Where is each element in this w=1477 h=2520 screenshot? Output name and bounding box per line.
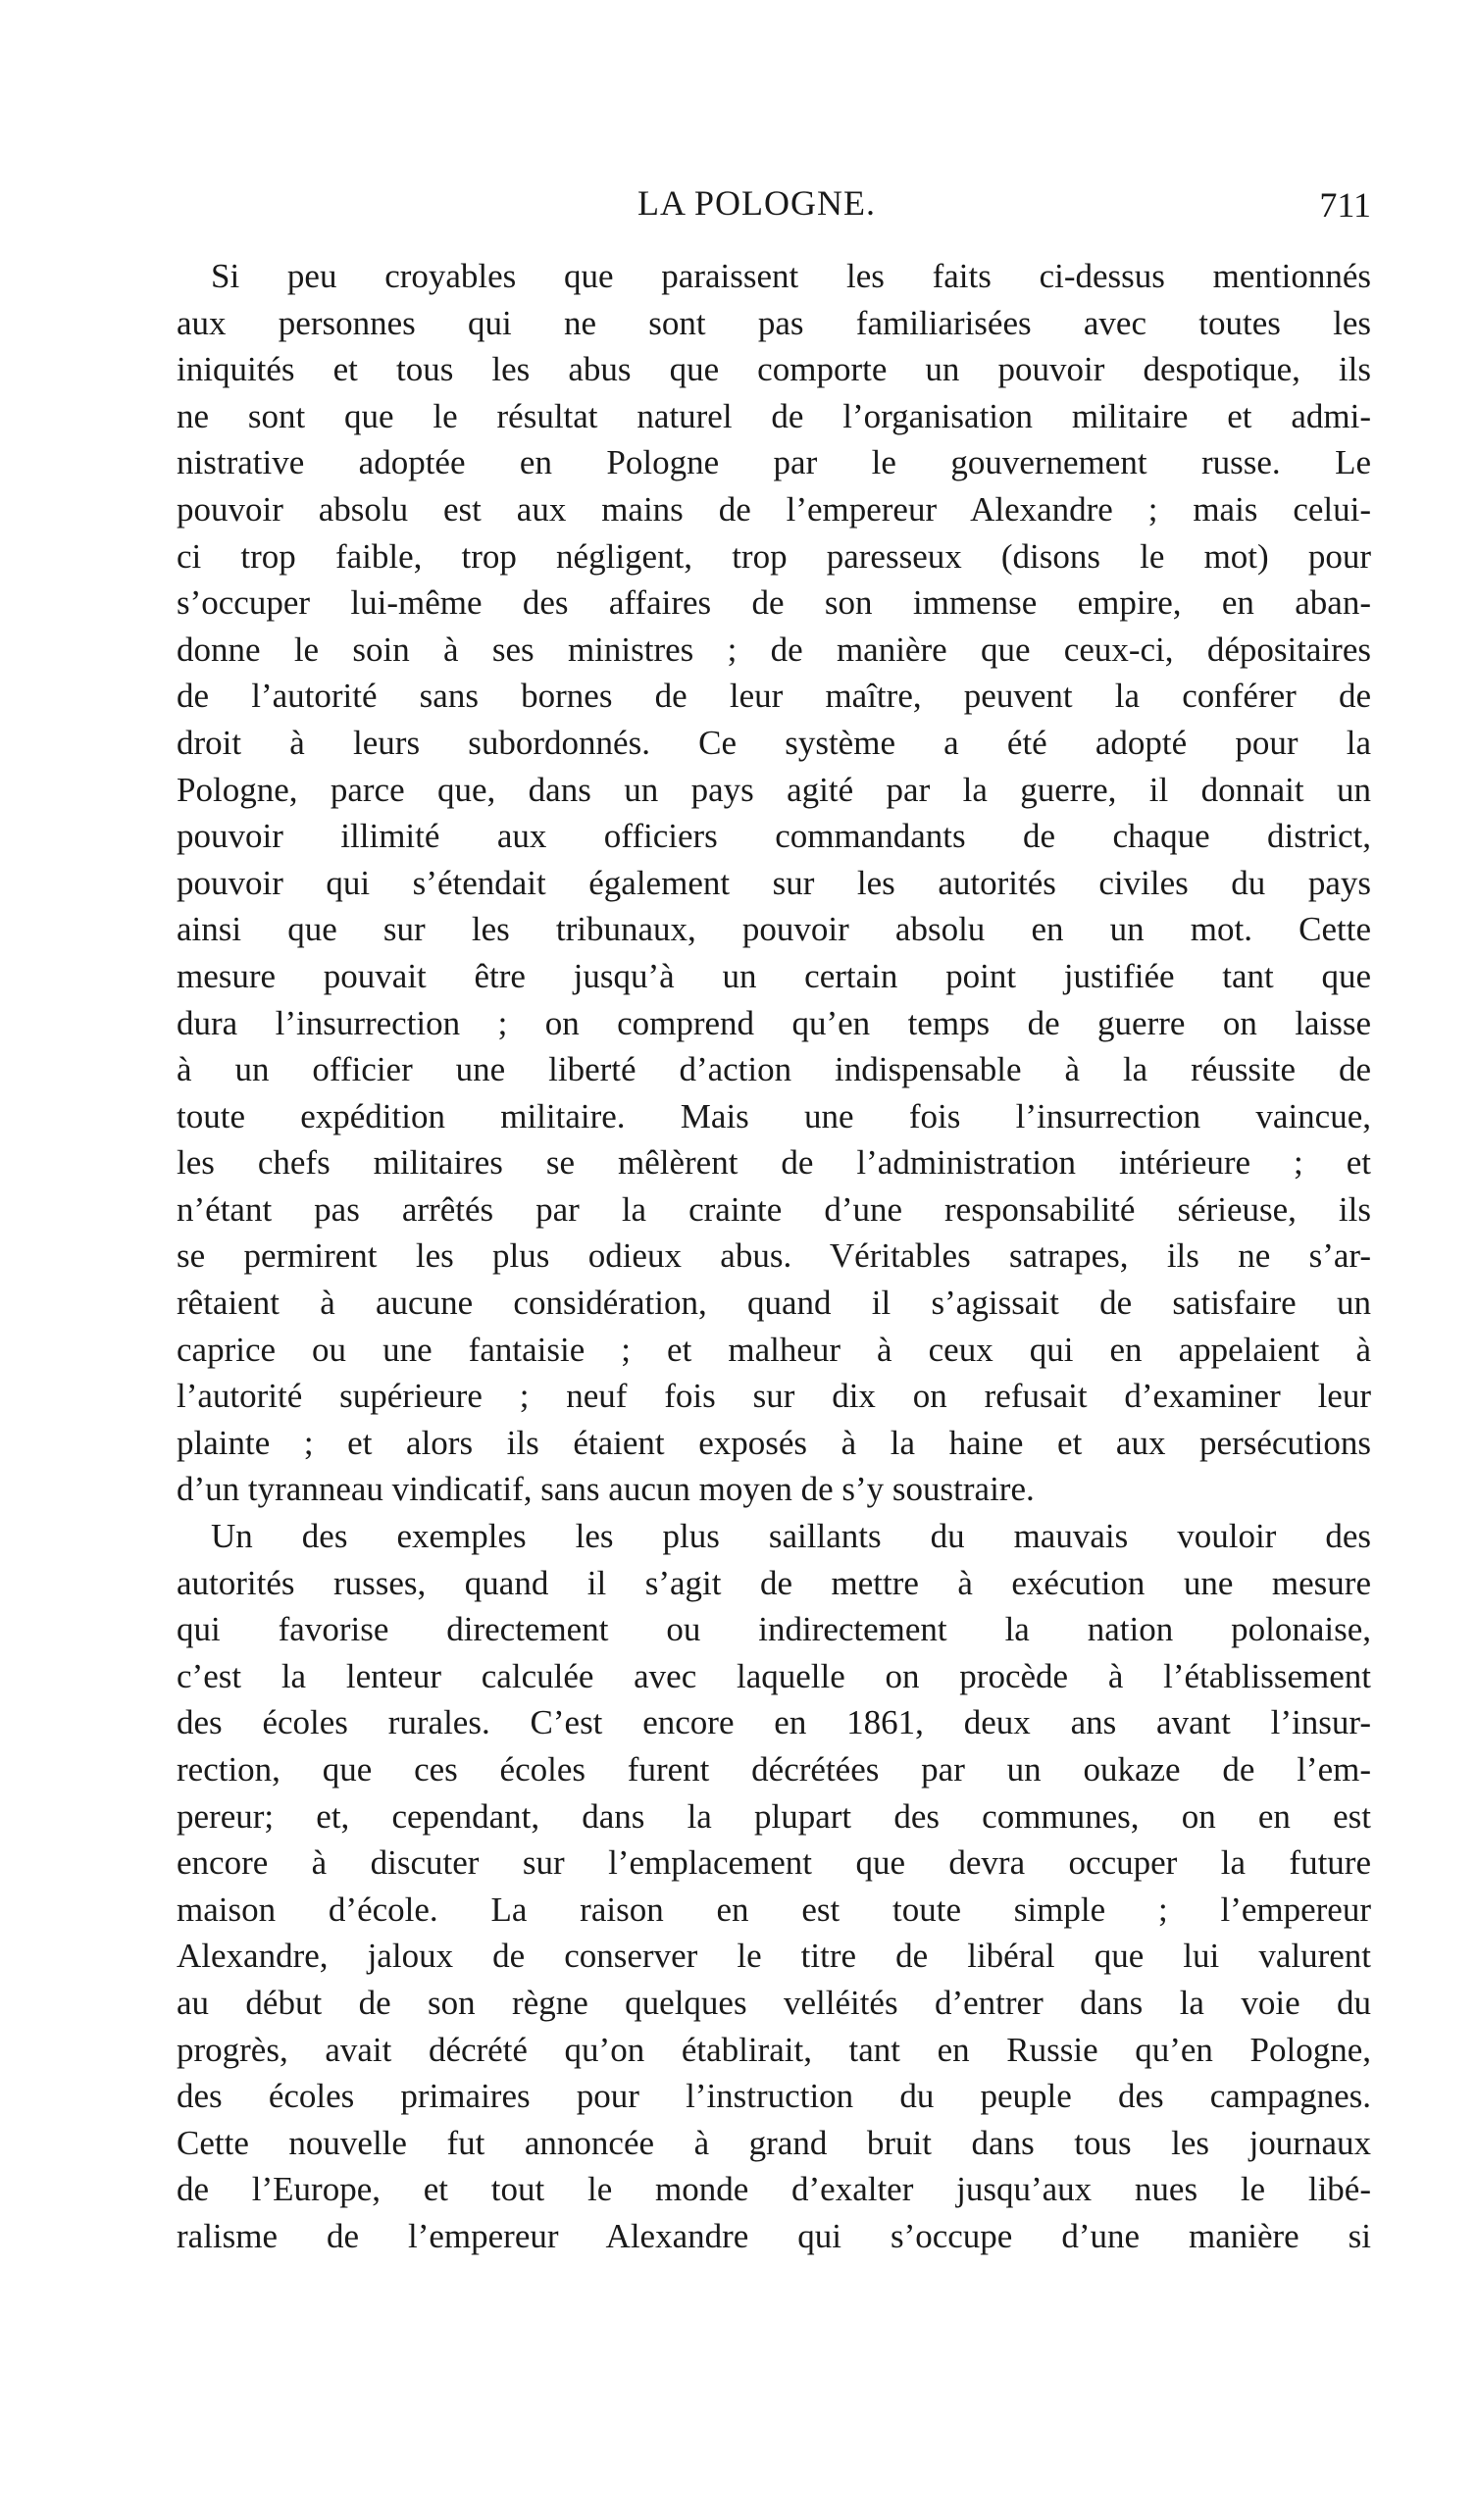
body-text: [177, 253, 1371, 2260]
text-line: ainsi que sur les tribunaux, pouvoir absolu en un mot. Cette: [177, 910, 1371, 949]
text-line: nistrative adoptée en Pologne par le gouvernement russe. Le: [177, 443, 1371, 482]
text-line: toute expédition militaire. Mais une fois l’insurrection vaincue,: [177, 1096, 1371, 1135]
text-line: n’étant pas arrêtés par la crainte d’une responsabilité sérieuse, ils: [177, 1189, 1371, 1229]
running-title: LA POLOGNE.: [637, 183, 876, 223]
text-line: Un des exemples les plus saillants du mauvais vouloir des: [211, 1517, 1371, 1556]
text-line: aux personnes qui ne sont pas familiarisées avec toutes les: [177, 303, 1371, 342]
text-line: des écoles primaires pour l’instruction du peuple des campagnes.: [177, 2077, 1371, 2116]
text-line: encore à discuter sur l’emplacement que devra occuper la future: [177, 1843, 1371, 1883]
text-line: de l’Europe, et tout le monde d’exalter jusqu’aux nues le libé-: [177, 2170, 1371, 2209]
page-number: 711: [1319, 185, 1371, 225]
text-line: dura l’insurrection ; on comprend qu’en temps de guerre on laisse: [177, 1003, 1371, 1042]
text-line: iniquités et tous les abus que comporte un pouvoir despotique, ils: [177, 350, 1371, 389]
text-line: rection, que ces écoles furent décrétées par un oukaze de l’em-: [177, 1750, 1371, 1789]
text-line: mesure pouvait être jusqu’à un certain point justifiée tant que: [177, 956, 1371, 995]
text-line: rêtaient à aucune considération, quand il s’agissait de satisfaire un: [177, 1284, 1371, 1323]
text-line: Cette nouvelle fut annoncée à grand bruit dans tous les journaux: [177, 2123, 1371, 2162]
text-line: qui favorise directement ou indirectement la nation polonaise,: [177, 1610, 1371, 1649]
paragraph-2: [177, 1513, 1371, 2260]
text-line: donne le soin à ses ministres ; de manière que ceux-ci, dépositaires: [177, 630, 1371, 669]
text-line: l’autorité supérieure ; neuf fois sur dix on refusait d’examiner leur: [177, 1377, 1371, 1416]
text-line: Alexandre, jaloux de conserver le titre de libéral que lui valurent: [177, 1937, 1371, 1976]
text-line: droit à leurs subordonnés. Ce système a été adopté pour la: [177, 723, 1371, 762]
running-head: [177, 182, 1383, 226]
paragraph-1: [177, 253, 1371, 1513]
text-line: ralisme de l’empereur Alexandre qui s’occupe d’une manière si: [177, 2216, 1371, 2255]
text-line: Pologne, parce que, dans un pays agité par la guerre, il donnait un: [177, 770, 1371, 809]
text-line: à un officier une liberté d’action indispensable à la réussite de: [177, 1050, 1371, 1089]
text-line: se permirent les plus odieux abus. Véritables satrapes, ils ne s’ar-: [177, 1236, 1371, 1276]
text-line: pouvoir illimité aux officiers commandants de chaque district,: [177, 817, 1371, 856]
text-line: maison d’école. La raison en est toute simple ; l’empereur: [177, 1890, 1371, 1929]
text-line: autorités russes, quand il s’agit de mettre à exécution une mesure: [177, 1563, 1371, 1602]
text-line: les chefs militaires se mêlèrent de l’administration intérieure ; et: [177, 1143, 1371, 1183]
text-line: c’est la lenteur calculée avec laquelle on procède à l’établissement: [177, 1656, 1371, 1695]
text-line: s’occuper lui-même des affaires de son immense empire, en aban-: [177, 583, 1371, 623]
text-line: des écoles rurales. C’est encore en 1861, deux ans avant l’insur-: [177, 1703, 1371, 1742]
text-line: de l’autorité sans bornes de leur maître, peuvent la conférer de: [177, 677, 1371, 716]
text-line: plainte ; et alors ils étaient exposés à la haine et aux persécutions: [177, 1423, 1371, 1462]
text-line: pouvoir absolu est aux mains de l’empereur Alexandre ; mais celui-: [177, 489, 1371, 529]
text-line: pereur; et, cependant, dans la plupart des communes, on en est: [177, 1796, 1371, 1836]
text-line: ne sont que le résultat naturel de l’organisation militaire et admi-: [177, 396, 1371, 435]
text-line: progrès, avait décrété qu’on établirait, tant en Russie qu’en Pologne,: [177, 2030, 1371, 2069]
text-line: ci trop faible, trop négligent, trop paresseux (disons le mot) pour: [177, 536, 1371, 576]
text-line: au début de son règne quelques velléités d’entrer dans la voie du: [177, 1983, 1371, 2022]
text-line: d’un tyranneau vindicatif, sans aucun moyen de s’y soustraire.: [177, 1470, 1035, 1509]
text-line: pouvoir qui s’étendait également sur les autorités civiles du pays: [177, 863, 1371, 902]
text-line: caprice ou une fantaisie ; et malheur à ceux qui en appelaient à: [177, 1330, 1371, 1369]
text-line: Si peu croyables que paraissent les faits ci-dessus mentionnés: [211, 257, 1371, 295]
